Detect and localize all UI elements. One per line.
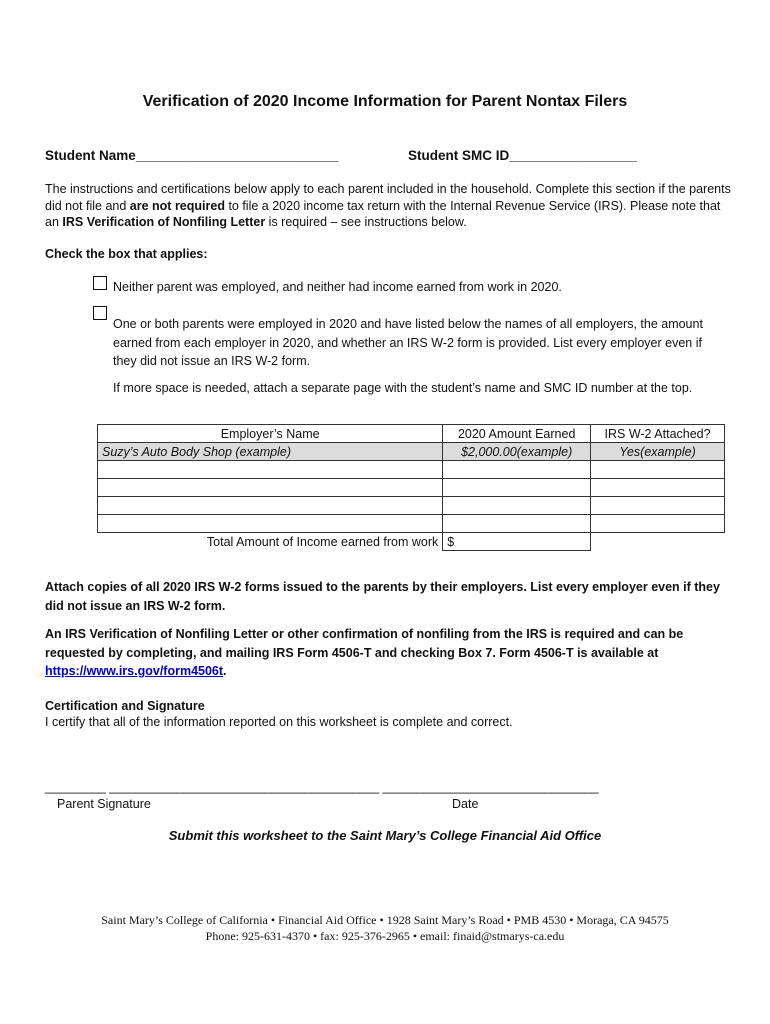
total-label: Total Amount of Income earned from work (98, 533, 443, 551)
form-4506t-link[interactable]: https://www.irs.gov/form4506t (45, 664, 224, 678)
option-1-label: Neither parent was employed, and neither had income earned from work in 2020. (113, 280, 562, 294)
w2-cell[interactable] (591, 479, 725, 497)
amount-cell[interactable] (443, 479, 591, 497)
table-row (98, 461, 725, 479)
employer-table (97, 424, 725, 551)
total-empty-cell (591, 533, 725, 551)
table-row (98, 515, 725, 533)
table-row (98, 497, 725, 515)
example-amount: $2,000.00(example) (443, 443, 591, 461)
instructions-text-2: to file a 2020 income tax return with the Internal Revenue Service (IRS). Please note that an (45, 198, 721, 229)
table-row-example (98, 443, 725, 461)
attach-note: Attach copies of all 2020 IRS W-2 forms issued to the parents by their employers. List every employer even if they did not issue an IRS W-2 form. (45, 580, 720, 613)
table-total-row (98, 533, 725, 551)
parent-signature-label: Parent Signature (57, 797, 151, 811)
header-amount-earned: 2020 Amount Earned (443, 425, 591, 443)
header-employer-name: Employer’s Name (98, 425, 443, 443)
w2-cell[interactable] (591, 497, 725, 515)
total-amount-cell[interactable]: $ (443, 533, 591, 551)
footer-contact: Phone: 925-631-4370 • fax: 925-376-2965 • email: finaid@stmarys-ca.edu (205, 929, 565, 943)
nonfiling-end: . (223, 664, 227, 678)
amount-cell[interactable] (443, 461, 591, 479)
w2-cell[interactable] (591, 515, 725, 533)
space-note: If more space is needed, attach a separate page with the student’s name and SMC ID number at the top. (113, 381, 693, 395)
submit-instruction: Submit this worksheet to the Saint Mary’s College Financial Aid Office (168, 828, 602, 843)
certification-text: I certify that all of the information reported on this worksheet is complete and correct. (45, 715, 513, 729)
option-1-checkbox[interactable] (93, 276, 107, 290)
student-name-field[interactable]: Student Name___________________________ (45, 148, 339, 163)
w2-cell[interactable] (591, 461, 725, 479)
amount-cell[interactable] (443, 497, 591, 515)
footer-address: Saint Mary’s College of California • Financial Aid Office • 1928 Saint Mary’s Road • PMB 4530 • Moraga, CA 94575 (101, 913, 669, 927)
employer-name-cell[interactable] (98, 515, 443, 533)
amount-cell[interactable] (443, 515, 591, 533)
option-2-label: One or both parents were employed in 2020 and have listed below the names of all employers, the amount earned from each employer in 2020, and whether an IRS W-2 form is provided. List every employer even if they did not issue an IRS W-2 form. (113, 317, 703, 368)
instructions-bold-2: IRS Verification of Nonfiling Letter (62, 215, 266, 229)
nonfiling-note (45, 625, 735, 681)
example-employer: Suzy’s Auto Body Shop (example) (98, 443, 443, 461)
instructions-text-1: The instructions and certifications below apply to each parent included in the household. Complete this section if the parents did not file and (45, 182, 731, 213)
employer-name-cell[interactable] (98, 461, 443, 479)
header-w2-attached: IRS W-2 Attached? (591, 425, 725, 443)
instructions-bold-1: are not required (129, 198, 225, 213)
certification-heading: Certification and Signature (45, 699, 205, 713)
employer-name-cell[interactable] (98, 497, 443, 515)
instructions-text-3: is required – see instructions below. (265, 215, 467, 229)
check-heading: Check the box that applies: (45, 247, 208, 261)
page-title: Verification of 2020 Income Information for Parent Nontax Filers (142, 93, 628, 110)
signature-line[interactable]: _________ ________________________________________ ________________________________ (45, 780, 599, 794)
instructions-paragraph (45, 181, 735, 231)
student-id-field[interactable]: Student SMC ID_________________ (408, 148, 637, 163)
table-header-row (98, 425, 725, 443)
employer-name-cell[interactable] (98, 479, 443, 497)
nonfiling-text: An IRS Verification of Nonfiling Letter or other confirmation of nonfiling from the IRS is required and can be requested by completing, and mailing IRS Form 4506-T and checking Box 7. Form 4506-T is available at (45, 627, 684, 660)
date-label: Date (452, 797, 479, 811)
option-2-checkbox[interactable] (93, 306, 107, 320)
example-w2: Yes(example) (591, 443, 725, 461)
table-row (98, 479, 725, 497)
